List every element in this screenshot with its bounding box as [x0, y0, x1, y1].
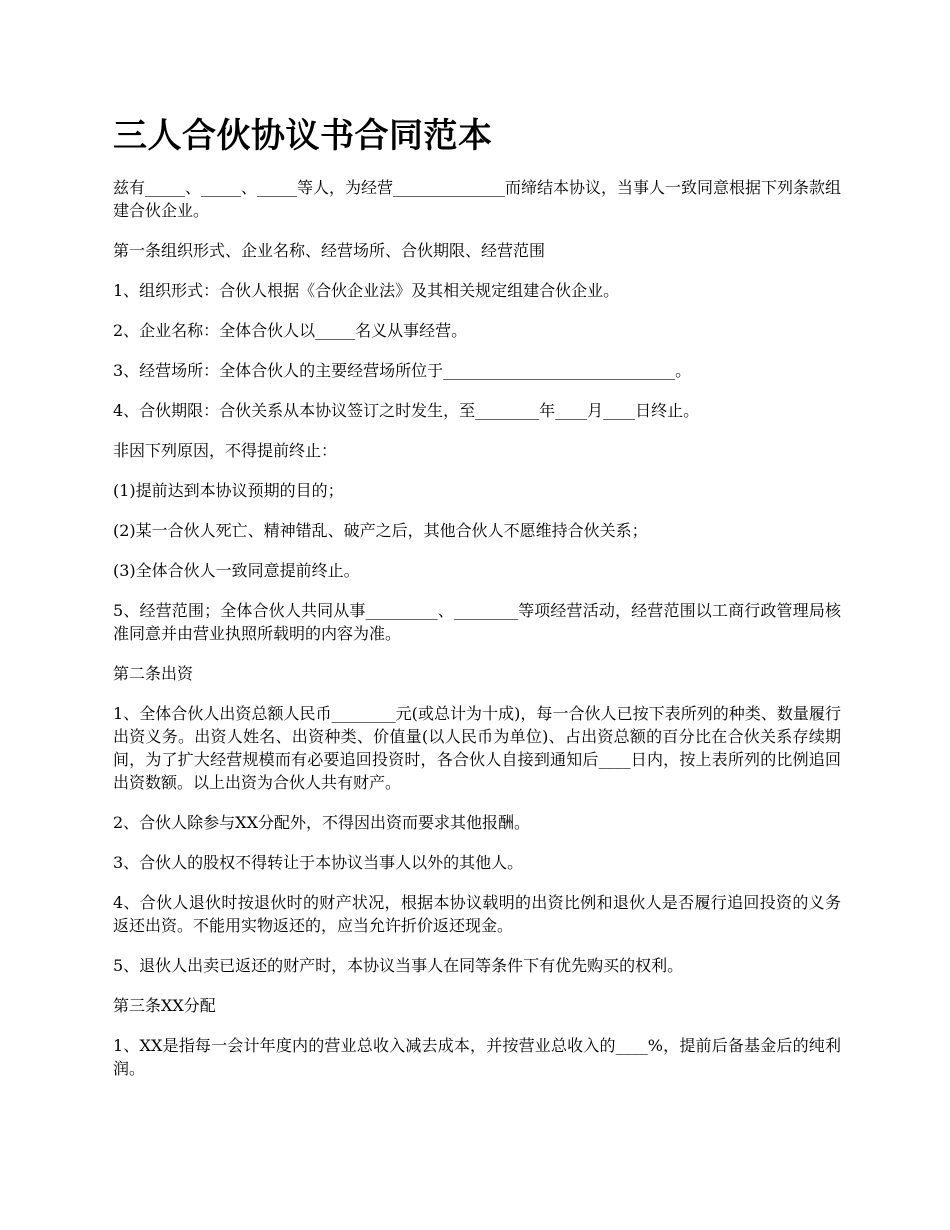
section-heading-1: 第一条组织形式、企业名称、经营场所、合伙期限、经营范围 — [113, 241, 546, 260]
paragraph: 4、合伙人退伙时按退伙时的财产状况，根据本协议载明的出资比例和退伙人是否履行追回投资的义务返还出资。不能用实物返还的，应当允许折价返还现金。 — [113, 893, 841, 935]
paragraph: 3、经营场所：全体合伙人的主要经营场所位于_____________________________。 — [113, 361, 692, 380]
section-heading-3: 第三条XX分配 — [113, 996, 216, 1015]
paragraph: 1、全体合伙人出资总额人民币________元(或总计为十成)，每一合伙人已按下表所列的种类、数量履行出资义务。出资人姓名、出资种类、价值量(以人民币为单位)、占出资总额的百分比在合伙关系存续期间，为了扩大经营规模而有必要追回投资时，各合伙人自接到通知后____日内，按上表所列的比例追回出资数额。以上出资为合伙人共有财产。 — [113, 704, 841, 792]
paragraph: 5、经营范围；全体合伙人共同从事_________、________等项经营活动，经营范围以工商行政管理局核准同意并由营业执照所载明的内容为准。 — [113, 601, 841, 643]
paragraph: 2、企业名称：全体合伙人以_____名义从事经营。 — [113, 321, 468, 340]
document-title: 三人合伙协议书合同范本 — [113, 116, 493, 156]
paragraph: 2、合伙人除参与XX分配外，不得因出资而要求其他报酬。 — [113, 813, 530, 832]
list-item: (2)某一合伙人死亡、精神错乱、破产之后，其他合伙人不愿维持合伙关系； — [113, 521, 648, 540]
list-item: (3)全体合伙人一致同意提前终止。 — [113, 561, 360, 580]
list-item: (1)提前达到本协议预期的目的； — [113, 481, 344, 500]
section-heading-2: 第二条出资 — [113, 664, 194, 683]
document-page — [113, 112, 841, 1097]
paragraph: 4、合伙期限：合伙关系从本协议签订之时发生，至________年____月____日终止。 — [113, 401, 700, 420]
paragraph: 5、退伙人出卖已返还的财产时，本协议当事人在同等条件下有优先购买的权利。 — [113, 956, 684, 975]
paragraph: 1、XX是指每一会计年度内的营业总收入减去成本，并按营业总收入的____%，提前后备基金后的纯利润。 — [113, 1036, 841, 1078]
paragraph: 3、合伙人的股权不得转让于本协议当事人以外的其他人。 — [113, 853, 524, 872]
paragraph: 非因下列原因，不得提前终止： — [113, 441, 338, 460]
paragraph: 1、组织形式：合伙人根据《合伙企业法》及其相关规定组建合伙企业。 — [113, 281, 620, 300]
paragraph-preamble: 兹有_____、_____、_____等人，为经营______________而缔结本协议，当事人一致同意根据下列条款组建合伙企业。 — [113, 178, 842, 220]
